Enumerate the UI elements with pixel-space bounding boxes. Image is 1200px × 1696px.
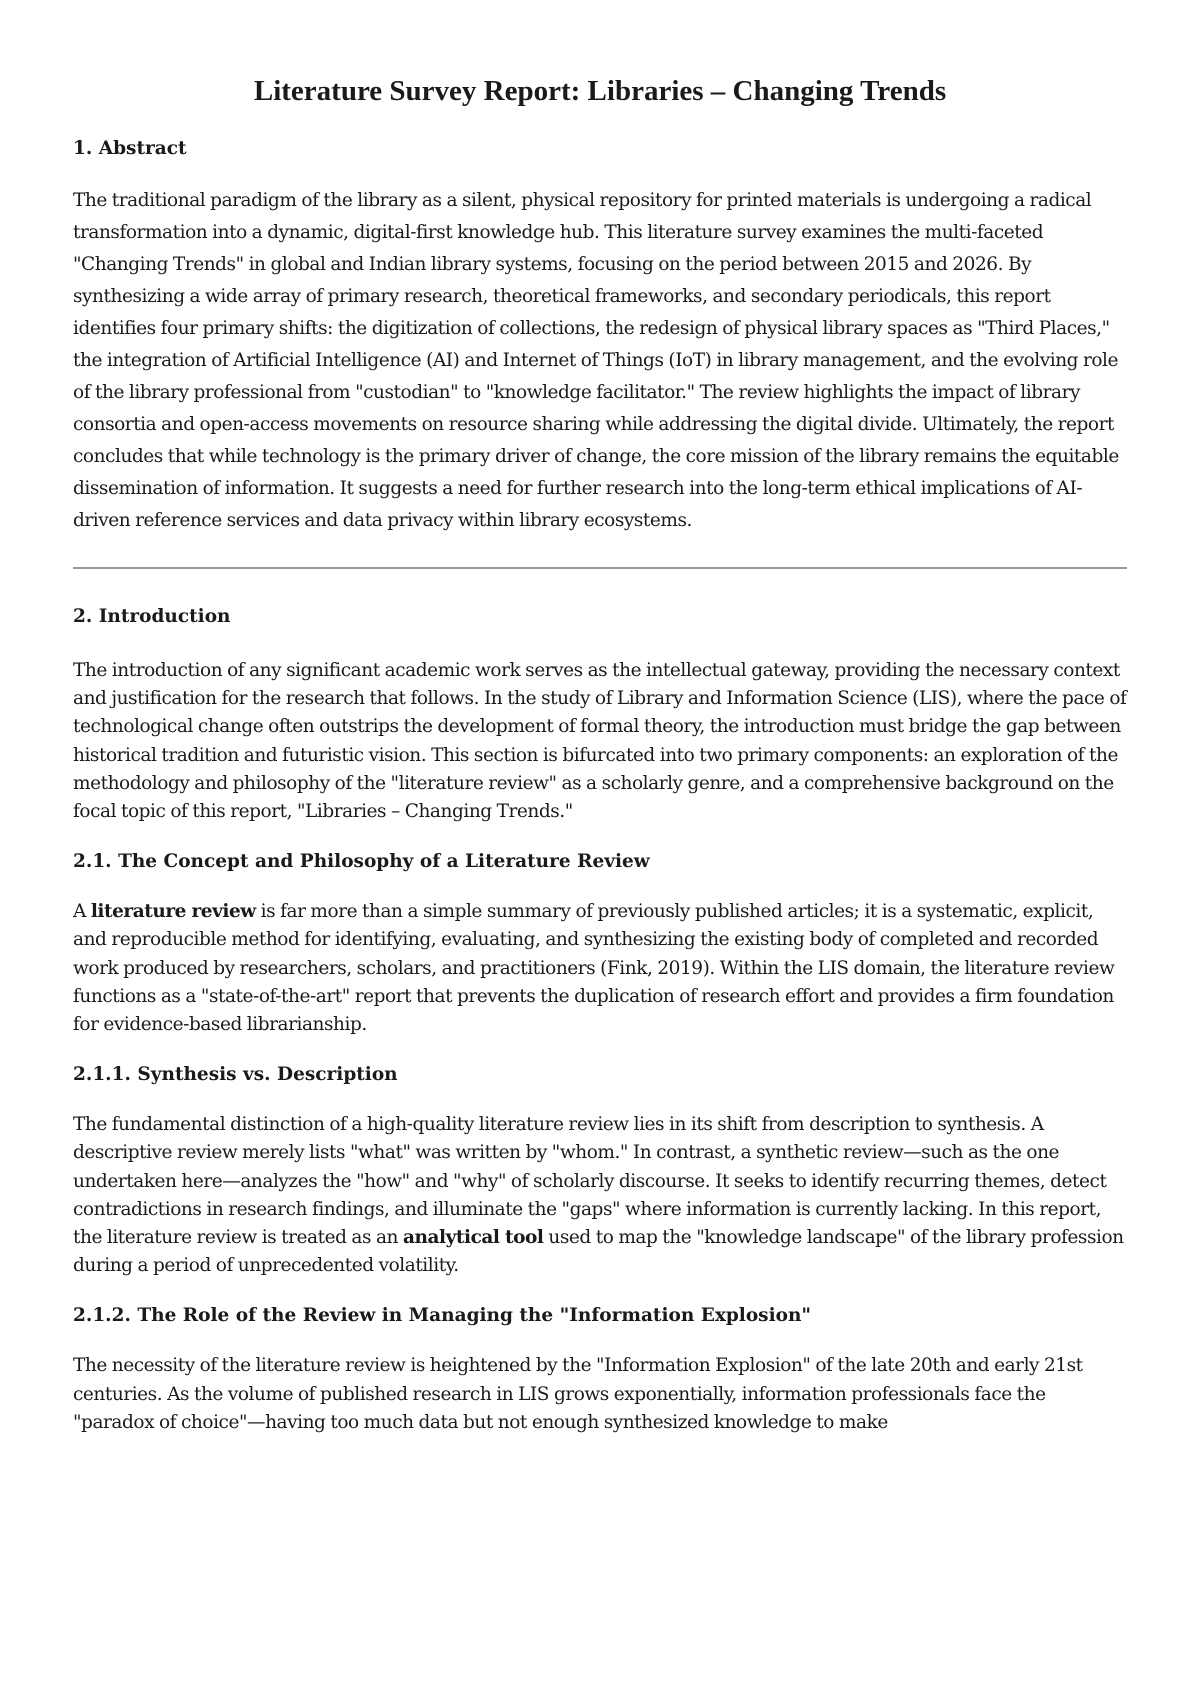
- literature-review-term: literature review: [90, 901, 256, 923]
- introduction-heading: 2. Introduction: [73, 605, 231, 627]
- section-2-1-heading: 2.1. The Concept and Philosophy of a Literature Review: [73, 851, 650, 873]
- section-2-1-1-paragraph: [73, 1111, 1127, 1280]
- abstract-heading: 1. Abstract: [73, 137, 187, 159]
- section-2-1-paragraph: [73, 898, 1127, 1039]
- section-2-1-2-heading: 2.1.2. The Role of the Review in Managing the "Information Explosion": [73, 1305, 812, 1327]
- document-title: Literature Survey Report: Libraries – Changing Trends: [253, 75, 947, 107]
- section-2-1-1-heading: 2.1.1. Synthesis vs. Description: [73, 1064, 398, 1086]
- section-2-1-2-paragraph: The necessity of the literature review is heightened by the "Information Explosion" of the late 20th and early 21st centuries. As the volume of published research in LIS grows exponentially, information professionals face the "paradox of choice"—having too much data but not enough synthesized knowledge to make: [73, 1355, 1083, 1433]
- section-2-1-text: is far more than a simple summary of previously published articles; it is a systematic, explicit, and reproducible method for identifying, evaluating, and synthesizing the existing body of completed and recorded work produced by researchers, scholars, and practitioners (Fink, 2019). Within the LIS domain, the literature review functions as a "state-of-the-art" report that prevents the duplication of research effort and provides a firm foundation for evidence-based librarianship.: [73, 901, 1115, 1035]
- section-divider: [73, 567, 1127, 569]
- introduction-section: [73, 605, 1127, 1437]
- section-2-1-1-text-after: used to map the "knowledge landscape" of the library profession during a period of unprecedented volatility.: [73, 1227, 1124, 1277]
- section-2-1-1-text-before: The fundamental distinction of a high-quality literature review lies in its shift from description to synthesis. A descriptive review merely lists "what" was written by "whom." In contrast, a synthetic review—such as the one undertaken here—analyzes the "how" and "why" of scholarly discourse. It seeks to identify recurring themes, detect contradictions in research findings, and illuminate the "gaps" where information is currently lacking. In this report, the literature review is treated as an: [73, 1114, 1107, 1249]
- analytical-tool-term: analytical tool: [402, 1227, 544, 1249]
- abstract-paragraph: The traditional paradigm of the library as a silent, physical repository for printed materials is undergoing a radical transformation into a dynamic, digital-first knowledge hub. This literature survey examines the multi-faceted "Changing Trends" in global and Indian library systems, focusing on the period between 2015 and 2026. By synthesizing a wide array of primary research, theoretical frameworks, and secondary periodicals, this report identifies four primary shifts: the digitization of collections, the redesign of physical library spaces as "Third Places," the integration of Artificial Intelligence (AI) and Internet of Things (IoT) in library management, and the evolving role of the library professional from "custodian" to "knowledge facilitator." The review highlights the impact of library consortia and open-access movements on resource sharing while addressing the digital divide. Ultimately, the report concludes that while technology is the primary driver of change, the core mission of the library remains the equitable dissemination of information. It suggests a need for further research into the long-term ethical implications of AI-driven reference services and data privacy within library ecosystems.: [73, 189, 1119, 531]
- section-2-1-lead: A: [73, 901, 91, 923]
- introduction-paragraph: The introduction of any significant academic work serves as the intellectual gateway, providing the necessary context and justification for the research that follows. In the study of Library and Information Science (LIS), where the pace of technological change often outstrips the development of formal theory, the introduction must bridge the gap between historical tradition and futuristic vision. This section is bifurcated into two primary components: an exploration of the methodology and philosophy of the "literature review" as a scholarly genre, and a comprehensive background on the focal topic of this report, "Libraries – Changing Trends.": [73, 659, 1127, 822]
- abstract-section: [73, 137, 1127, 537]
